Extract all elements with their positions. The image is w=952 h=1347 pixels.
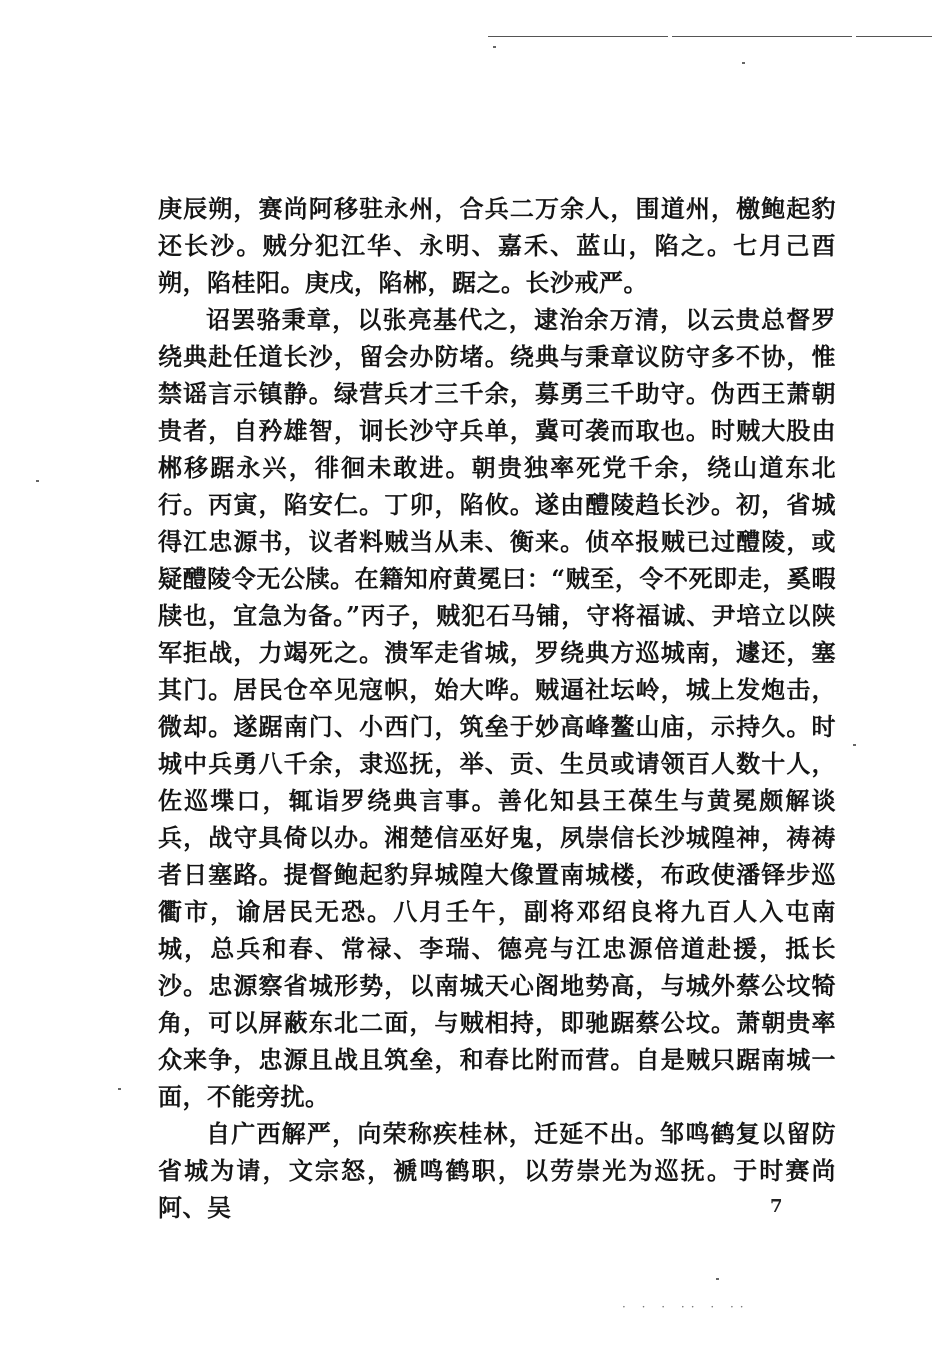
scan-speck — [716, 1278, 719, 1280]
paragraph-3: 自广西解严，向荣称疾桂林，迁延不出。邹鸣鹤复以留防省城为请，文宗怒，褫鸣鹤职，以劳崇光为巡抚。于时赛尚阿、吴 — [158, 1119, 836, 1222]
scan-speck — [36, 480, 39, 482]
paragraph-1: 庚辰朔，赛尚阿移驻永州，合兵二万余人，围道州，檄鲍起豹还长沙。贼分犯江华、永明、嘉禾、蓝山，陷之。七月己酉朔，陷桂阳。庚戌，陷郴，踞之。长沙戒严。 — [158, 194, 836, 297]
page-number: 7 — [770, 1196, 783, 1217]
scan-speck — [853, 744, 856, 746]
top-rule-middle — [672, 36, 852, 37]
footer-scan-marks: · · · ·· · ·· — [622, 1300, 750, 1314]
top-rule-left — [488, 36, 668, 37]
scan-speck — [742, 62, 745, 64]
top-rule-right — [856, 36, 932, 37]
scan-speck — [493, 46, 496, 48]
scan-speck — [118, 1088, 121, 1090]
paragraph-2: 诏罢骆秉章，以张亮基代之，逮治余万清，以云贵总督罗绕典赴任道长沙，留会办防堵。绕典与秉章议防守多不协，惟禁谣言示镇静。绿营兵才三千余，募勇三千助守。伪西王萧朝贵者，自矜雄智，诇长沙守兵单，冀可袭而取也。时贼大股由郴移踞永兴，徘徊未敢进。朝贵独率死党千余，绕山道东北行。丙寅，陷安仁。丁卯，陷攸。遂由醴陵趋长沙。初，省城得江忠源书，议者料贼当从耒、衡来。侦卒报贼已过醴陵，或疑醴陵令无公牍。在籍知府黄冕曰：“贼至，令不死即走，奚暇牍也，宜急为备。”丙子，贼犯石马铺，守将福诚、尹培立以陕军拒战，力竭死之。溃军走省城，罗绕典方巡城南，遽还，塞其门。居民仓卒见寇帜，始大哗。贼逼社坛岭，城上发炮击，微却。遂踞南门、小西门，筑垒于妙高峰鳌山庙，示持久。时城中兵勇八千余，隶巡抚，举、贡、生员或请领百人数十人，佐巡堞口，辄诣罗绕典言事。善化知县王葆生与黄冕颇解谈兵，战守具倚以办。湘楚信巫好鬼，夙崇信长沙城隍神，祷祷者日塞路。提督鲍起豹舁城隍大像置南城楼，布政使潘铎步巡衢市，谕居民无恐。八月壬午，副将邓绍良将九百人入屯南城，总兵和春、常禄、李瑞、德亮与江忠源倍道赴援，抵长沙。忠源察省城形势，以南城天心阁地势高，与城外蔡公坟犄角，可以屏蔽东北二面，与贼相持，即驰踞蔡公坟。萧朝贵率众来争，忠源且战且筑垒，和春比附而营。自是贼只踞南城一面，不能旁扰。 — [158, 305, 836, 1111]
text-body — [158, 190, 836, 1226]
